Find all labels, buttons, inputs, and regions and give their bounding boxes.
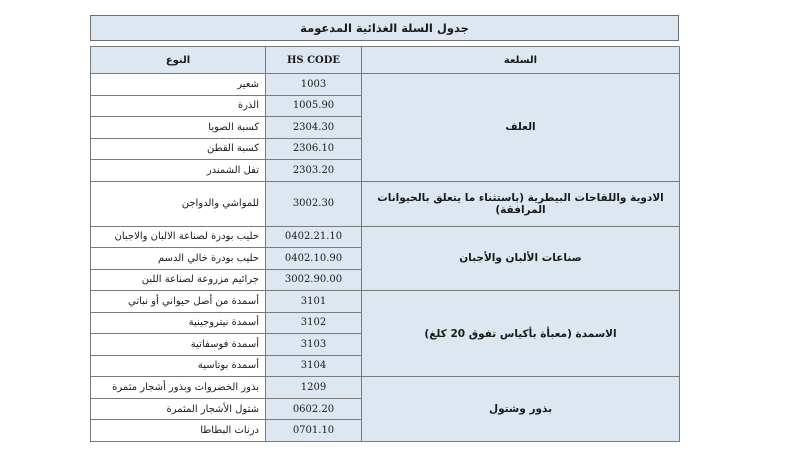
type-cell: درنات البطاطا [91,420,266,442]
hs-code-cell: 0402.10.90 [266,248,362,270]
type-cell: الذرة [91,95,266,117]
table-row [91,181,680,226]
category-cell: الاسمدة (معبأة بأكياس تفوق 20 كلغ) [362,291,680,377]
table-row [91,74,680,96]
header-row [91,47,680,74]
hs-code-cell: 0402.21.10 [266,226,362,248]
hs-code-cell: 3104 [266,355,362,377]
type-cell: حليب بودرة خالي الدسم [91,248,266,270]
hs-code-cell: 1003 [266,74,362,96]
hs-code-cell: 3002.90.00 [266,269,362,291]
hs-code-cell: 0602.20 [266,398,362,420]
hs-code-cell: 3002.30 [266,181,362,226]
header-type: النوع [91,47,266,74]
hs-code-cell: 2306.10 [266,138,362,160]
category-cell: العلف [362,74,680,182]
type-cell: أسمدة من أصل حيواني أو نباتي [91,291,266,313]
type-cell: كسبة الصويا [91,117,266,139]
type-cell: للمواشي والدواجن [91,181,266,226]
category-cell: الادوية واللقاحات البيطرية (باستثناء ما يتعلق بالحيوانات المرافقة) [362,181,680,226]
subsidized-basket-table [90,46,680,442]
type-cell: شعير [91,74,266,96]
table-row [91,291,680,313]
table-body [91,74,680,442]
type-cell: شتول الأشجار المثمرة [91,398,266,420]
header-hs-code: HS CODE [266,47,362,74]
type-cell: حليب بودرة لصناعة الالبان والاجبان [91,226,266,248]
category-cell: بذور وشتول [362,377,680,442]
type-cell: أسمدة فوسفاتية [91,334,266,356]
type-cell: أسمدة بوتاسية [91,355,266,377]
header-category: السلعة [362,47,680,74]
table-row [91,377,680,399]
hs-code-cell: 3101 [266,291,362,313]
hs-code-cell: 3102 [266,312,362,334]
type-cell: جرائيم مزروعة لصناعة اللبن [91,269,266,291]
table-row [91,226,680,248]
category-cell: صناعات الألبان والأجبان [362,226,680,291]
table-title: جدول السلة الغذائية المدعومة [90,15,679,41]
type-cell: تفل الشمندر [91,160,266,182]
type-cell: بذور الخضروات وبذور أشجار مثمرة [91,377,266,399]
hs-code-cell: 2304.30 [266,117,362,139]
hs-code-cell: 1209 [266,377,362,399]
hs-code-cell: 0701.10 [266,420,362,442]
type-cell: كسبة القطن [91,138,266,160]
hs-code-cell: 3103 [266,334,362,356]
hs-code-cell: 2303.20 [266,160,362,182]
type-cell: أسمدة نيتروجينية [91,312,266,334]
hs-code-cell: 1005.90 [266,95,362,117]
